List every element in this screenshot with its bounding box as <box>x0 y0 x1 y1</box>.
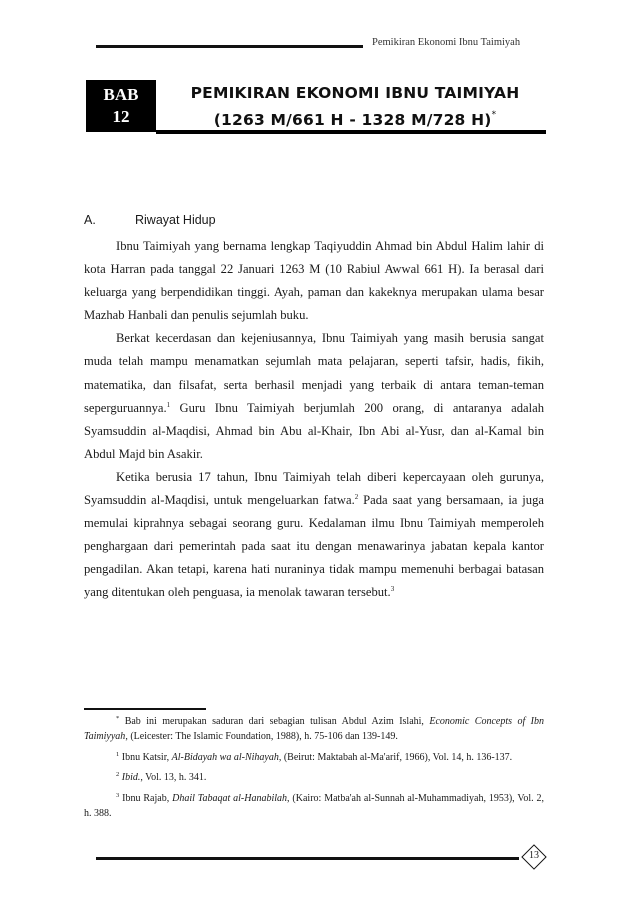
footnote-ref-2[interactable]: 2 <box>354 493 359 502</box>
chapter-badge <box>86 80 156 132</box>
footnote-ref-1[interactable]: 1 <box>166 400 171 409</box>
section-heading <box>84 213 216 227</box>
footnote-star: * Bab ini merupakan saduran dari sebagian tulisan Abdul Azim Islahi, Economic Concepts of Ibn Taimiyyah, (Leicester: The Islamic Foundation, 1988), h. 75-106 dan 139-149. <box>84 715 545 742</box>
footnote-rule <box>84 708 206 710</box>
chapter-title-line2 <box>166 105 544 132</box>
footnotes <box>84 714 544 826</box>
footnote-3: $^3$ Ibnu Rajab, Dhail Tabaqat al-Hanabilah, (Kairo: Matba'ah al-Sunnah al-Muhammadiyah, 1953), Vol. 2, h. 388. <box>84 791 545 819</box>
chapter-title-footnote-mark: * <box>491 110 497 120</box>
running-header-title: Pemikiran Ekonomi Ibnu Taimiyah <box>372 37 521 48</box>
chapter-number: 12 <box>112 107 130 126</box>
body-text <box>84 235 544 605</box>
footnote-1: $^1$ Ibnu Katsir, Al-Bidayah wa al-Nihayah, (Beirut: Maktabah al-Ma'arif, 1966), Vol. 14, h. 136-137. <box>116 750 513 763</box>
header-rule <box>96 45 363 48</box>
footnote-ref-3[interactable]: 3 <box>390 585 395 594</box>
chapter-title-dates: (1263 M/661 H - 1328 M/728 H) <box>213 111 492 130</box>
paragraph-2: Berkat kecerdasan dan kejeniusannya, Ibnu Taimiyah yang masih berusia sangat muda telah mampu menamatkan sejumlah mata pelajaran, seperti tafsir, hadis, fikih, matematika, dan filsafat, serta berhasil menjadi yang terbaik di antara teman-teman seperguruannya.$^1$ Guru Ibnu Taimiyah berjumlah 200 orang, di antaranya adalah Syamsuddin al-Maqdisi, Ahmad bin Abu al-Khair, Ibn Abi al-Yusr, dan al-Kamal bin Abdul Majd bin Asakir. <box>84 331 544 461</box>
page-number: 13 <box>529 850 539 861</box>
paragraph-1: Ibnu Taimiyah yang bernama lengkap Taqiyuddin Ahmad bin Abdul Halim lahir di kota Harran pada tanggal 22 Januari 1263 M (10 Rabiul Awwal 661 H). Ia berasal dari keluarga yang berpendidikan tinggi. Ayah, paman dan kakeknya merupakan ulama besar Mazhab Hanbali dan penulis sejumlah buku. <box>84 239 544 323</box>
chapter-label: BAB <box>103 85 139 104</box>
section-letter: A. <box>84 213 96 227</box>
footer-rule <box>96 857 519 860</box>
chapter-title <box>166 81 544 132</box>
chapter-title-line1: PEMIKIRAN EKONOMI IBNU TAIMIYAH <box>190 84 520 102</box>
title-rule <box>156 130 546 134</box>
section-title: Riwayat Hidup <box>135 213 216 227</box>
paragraph-3: Ketika berusia 17 tahun, Ibnu Taimiyah telah diberi kepercayaan oleh gurunya, Syamsuddin al-Maqdisi, untuk mengeluarkan fatwa.$^2$ Pada saat yang bersamaan, ia juga memulai kiprahnya sebagai seorang guru. Kedalaman ilmu Ibnu Taimiyah memperoleh penghargaan dari pemerintah pada saat itu dengan menawarinya jabatan kepala kantor pengadilan. Akan tetapi, karena hati nuraninya tidak mampu memenuhi berbagai batasan yang ditentukan oleh penguasa, ia menolak tawaran tersebut.$^3$ <box>84 469 544 600</box>
footnote-2: $^2$ Ibid., Vol. 13, h. 341. <box>116 771 207 783</box>
